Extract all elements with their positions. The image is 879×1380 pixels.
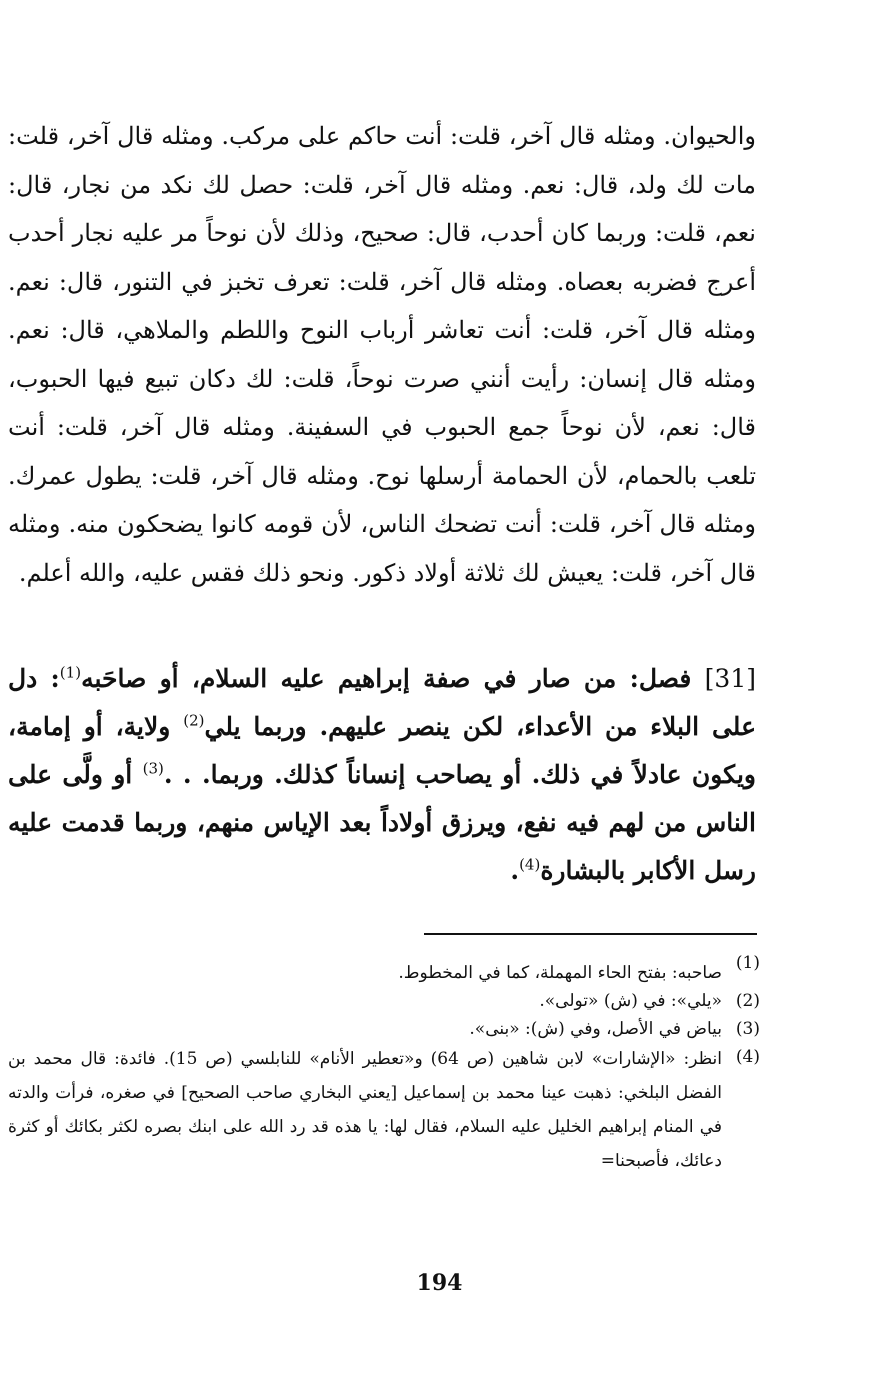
section-heading: فصل: xyxy=(629,664,692,693)
footnote-item xyxy=(8,988,760,1014)
section-text-part-1: من صار في صفة إبراهيم عليه السلام، أو صاحَبه xyxy=(81,664,630,693)
footnote-item xyxy=(8,1016,760,1042)
footnote-item xyxy=(8,1044,760,1178)
section-31-paragraph xyxy=(8,655,756,895)
footnote-text: «يلي»: في (ش) «تولى». xyxy=(539,991,722,1011)
page-number: 194 xyxy=(416,1270,463,1296)
main-paragraph: والحيوان. ومثله قال آخر، قلت: أنت حاكم على مركب. ومثله قال آخر، قلت: مات لك ولد، قال: نعم. ومثله قال آخر، قلت: حصل لك نكد من نجار، قال: نعم، قلت: وربما كان أحدب، قال: صحيح، وذلك لأن نوحاً مر عليه نجار أحدب أعرج فضربه بعصاه. ومثله قال آخر، قلت: تعرف تخبز في التنور، قال: نعم. ومثله قال آخر، قلت: أنت تعاشر أرباب النوح واللطم والملاهي، قال: نعم. ومثله قال إنسان: رأيت أنني صرت نوحاً، قلت: لك دكان تبيع فيها الحبوب، قال: نعم، لأن نوحاً جمع الحبوب في السفينة. ومثله قال آخر، قلت: أنت تلعب بالحمام، لأن الحمامة أرسلها نوح. ومثله قال آخر، قلت: يطول عمرك. ومثله قال آخر، قلت: أنت تضحك الناس، لأن قومه كانوا يضحكون منه. ومثله قال آخر، قلت: يعيش لك ثلاثة أولاد ذكور. ونحو ذلك فقس عليه، والله أعلم. xyxy=(8,122,756,587)
footnote-marker: (2) xyxy=(735,991,760,1011)
section-text-part-5: . xyxy=(510,856,520,885)
footnote-ref-3[interactable]: (3) xyxy=(142,759,164,778)
footnote-ref-1[interactable]: (1) xyxy=(59,663,82,682)
section-text-part-3: ولاية، أو إمامة، ويكون عادلاً في ذلك. أو يصاحب إنساناً كذلك. وربما. . . xyxy=(8,712,757,789)
footnote-marker: (1) xyxy=(735,953,760,973)
footnote-text: بياض في الأصل، وفي (ش): «بنى». xyxy=(469,1019,722,1039)
section-text-part-2: : دل على البلاء من الأعداء، لكن ينصر عليهم. وربما يلي xyxy=(8,664,756,741)
footnote-item xyxy=(8,950,760,986)
footnotes xyxy=(8,950,760,1180)
footnote-ref-4[interactable]: (4) xyxy=(519,855,541,874)
footnote-text: انظر: «الإشارات» لابن شاهين (ص 64) و«تعطير الأنام» للنابلسي (ص 15). فائدة: قال محمد بن الفضل البلخي: ذهبت عينا محمد بن إسماعيل [يعني البخاري صاحب الصحيح] في صغره، فرأت والدته في المنام إبراهيم الخليل عليه السلام، فقال لها: يا هذه قد رد الله على ابنك بصره لكثر بكائك أو كثرة دعائك، فأصبحنا= xyxy=(8,1049,722,1171)
footnote-marker: (4) xyxy=(735,1047,760,1067)
footnote-ref-2[interactable]: (2) xyxy=(183,711,205,730)
footnote-marker: (3) xyxy=(735,1019,760,1039)
section-number: [31] xyxy=(704,664,756,693)
footnote-text: صاحبه: بفتح الحاء المهملة، كما في المخطوط. xyxy=(398,963,722,983)
footnote-divider xyxy=(424,933,757,935)
section-text-part-4: أو ولَّى على الناس من لهم فيه نفع، ويرزق أولاداً بعد الإياس منهم، وربما قدمت عليه رسل الأكابر بالبشارة xyxy=(8,760,756,885)
